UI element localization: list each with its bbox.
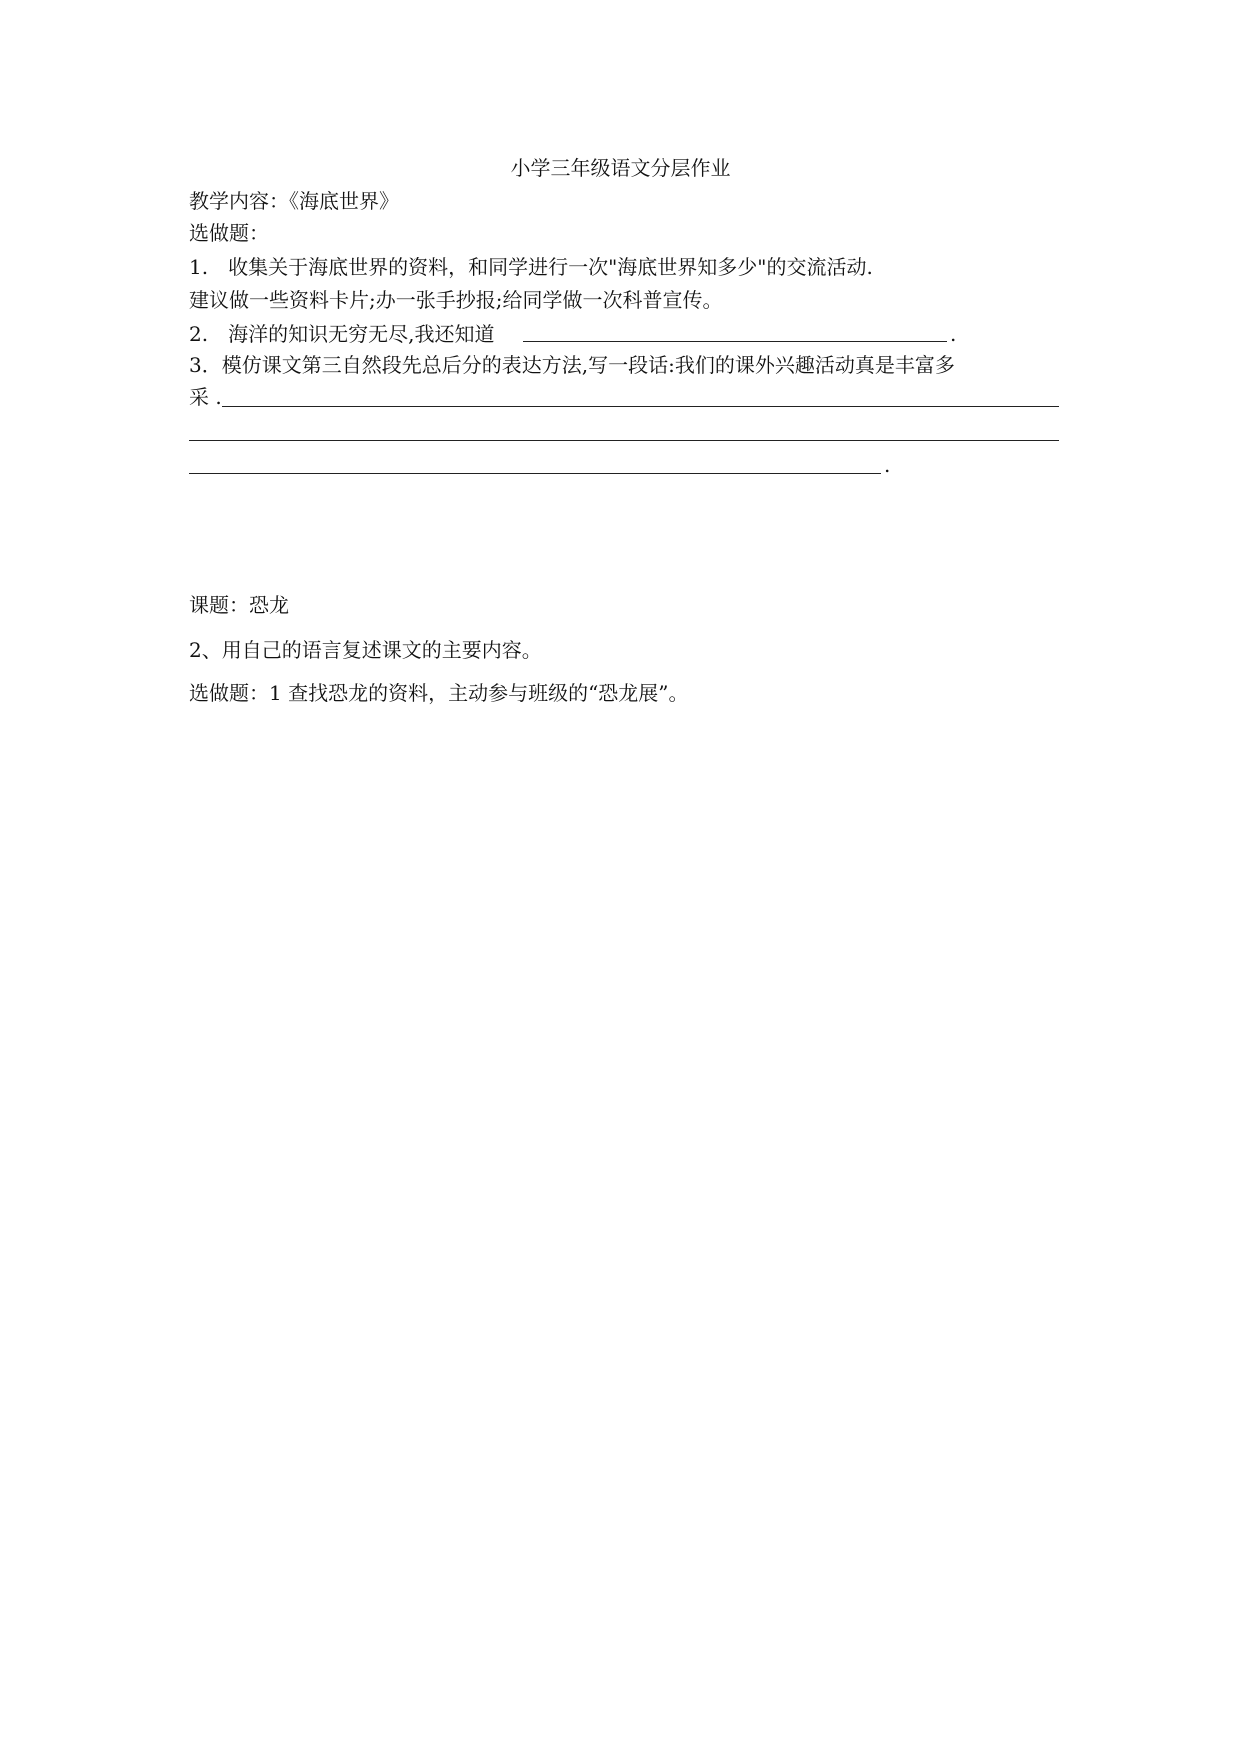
answer-blank-item-2[interactable]: [523, 341, 947, 342]
document-title: 小学三年级语文分层作业: [510, 156, 731, 180]
lesson-title: 课题：恐龙: [189, 593, 289, 617]
answer-line-2[interactable]: [189, 440, 1059, 441]
answer-line-3[interactable]: [189, 473, 881, 474]
item-2: 2. 海洋的知识无穷无尽,我还知道: [189, 322, 495, 346]
item-3: 3．模仿课文第三自然段先总后分的表达方法,写一段话:我们的课外兴趣活动真是丰富多: [189, 353, 955, 377]
item-1-suggestion: 建议做一些资料卡片;办一张手抄报;给同学做一次科普宣传。: [189, 288, 723, 312]
optional-label: 选做题：: [189, 221, 269, 245]
answer-line-1[interactable]: [222, 406, 1059, 407]
item-3-period: .: [884, 453, 891, 477]
lesson-item-2: 2、用自己的语言复述课文的主要内容。: [189, 638, 542, 662]
item-1: 1. 收集关于海底世界的资料，和同学进行一次"海底世界知多少"的交流活动.: [189, 255, 873, 279]
item-2-period: .: [950, 322, 957, 346]
lesson-optional: 选做题：1 查找恐龙的资料，主动参与班级的“恐龙展”。: [189, 681, 689, 705]
item-3-continuation: 采 .: [189, 385, 222, 409]
teaching-content: 教学内容：《海底世界》: [189, 189, 399, 213]
